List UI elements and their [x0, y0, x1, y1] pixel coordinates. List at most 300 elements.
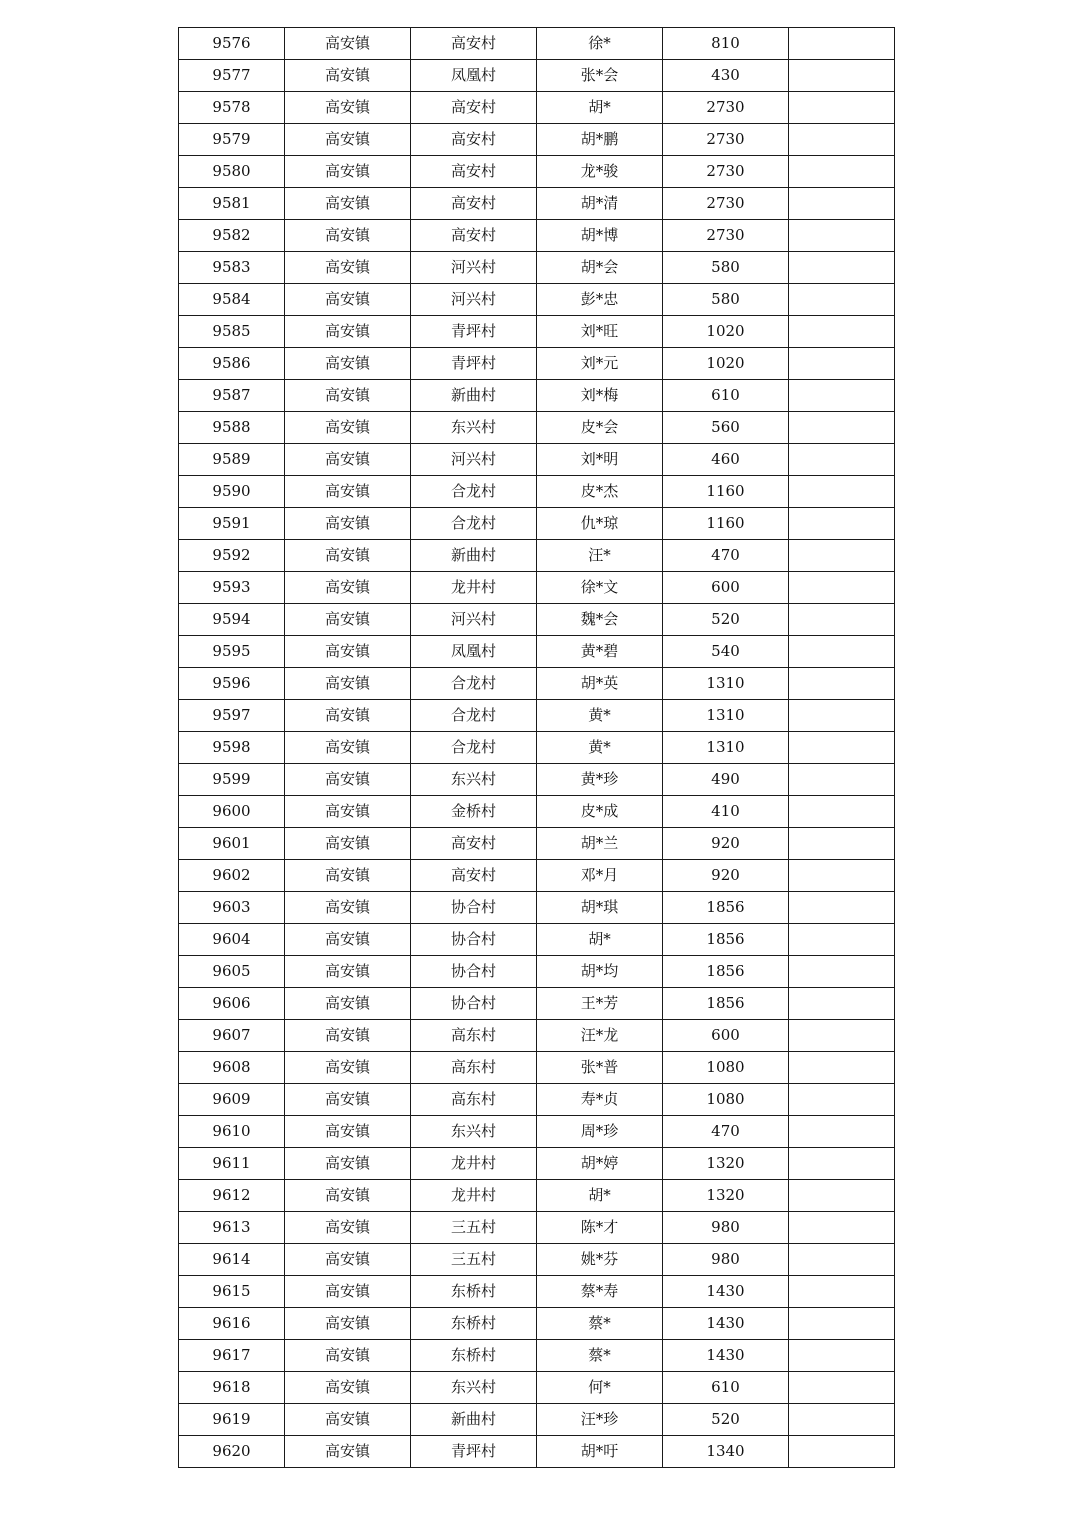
cell-town: 高安镇	[285, 1436, 411, 1468]
cell-amount: 920	[663, 860, 789, 892]
cell-village: 东兴村	[411, 412, 537, 444]
cell-village: 东兴村	[411, 1372, 537, 1404]
cell-person-name: 胡*鹏	[537, 124, 663, 156]
cell-person-name: 邓*月	[537, 860, 663, 892]
cell-remark	[789, 508, 895, 540]
cell-amount: 1080	[663, 1084, 789, 1116]
table-row	[179, 348, 895, 380]
table-row	[179, 380, 895, 412]
cell-remark	[789, 1340, 895, 1372]
cell-serial-number: 9612	[179, 1180, 285, 1212]
cell-town: 高安镇	[285, 1212, 411, 1244]
cell-amount: 1020	[663, 316, 789, 348]
cell-remark	[789, 252, 895, 284]
cell-serial-number: 9606	[179, 988, 285, 1020]
cell-town: 高安镇	[285, 188, 411, 220]
cell-serial-number: 9580	[179, 156, 285, 188]
cell-remark	[789, 828, 895, 860]
cell-town: 高安镇	[285, 668, 411, 700]
cell-person-name: 胡*	[537, 92, 663, 124]
cell-amount: 600	[663, 572, 789, 604]
table-row	[179, 476, 895, 508]
cell-remark	[789, 444, 895, 476]
cell-town: 高安镇	[285, 124, 411, 156]
cell-village: 协合村	[411, 988, 537, 1020]
cell-person-name: 黄*碧	[537, 636, 663, 668]
cell-person-name: 蔡*	[537, 1308, 663, 1340]
cell-town: 高安镇	[285, 220, 411, 252]
cell-serial-number: 9597	[179, 700, 285, 732]
cell-amount: 980	[663, 1212, 789, 1244]
cell-serial-number: 9602	[179, 860, 285, 892]
cell-serial-number: 9604	[179, 924, 285, 956]
cell-remark	[789, 732, 895, 764]
table-row	[179, 1084, 895, 1116]
cell-village: 东桥村	[411, 1340, 537, 1372]
cell-amount: 610	[663, 1372, 789, 1404]
cell-town: 高安镇	[285, 284, 411, 316]
cell-remark	[789, 476, 895, 508]
cell-amount: 1310	[663, 732, 789, 764]
cell-town: 高安镇	[285, 316, 411, 348]
cell-person-name: 胡*清	[537, 188, 663, 220]
cell-amount: 520	[663, 1404, 789, 1436]
cell-person-name: 姚*芬	[537, 1244, 663, 1276]
table-row	[179, 1372, 895, 1404]
table-row	[179, 636, 895, 668]
cell-village: 协合村	[411, 892, 537, 924]
table-row	[179, 508, 895, 540]
table-row	[179, 412, 895, 444]
cell-remark	[789, 668, 895, 700]
subsidy-list-table	[178, 27, 895, 1468]
cell-village: 凤凰村	[411, 60, 537, 92]
cell-amount: 520	[663, 604, 789, 636]
cell-person-name: 胡*均	[537, 956, 663, 988]
cell-person-name: 皮*成	[537, 796, 663, 828]
cell-village: 青坪村	[411, 316, 537, 348]
cell-village: 龙井村	[411, 572, 537, 604]
table-row	[179, 796, 895, 828]
table-body	[179, 28, 895, 1468]
cell-amount: 920	[663, 828, 789, 860]
cell-town: 高安镇	[285, 1372, 411, 1404]
cell-serial-number: 9599	[179, 764, 285, 796]
cell-village: 东兴村	[411, 764, 537, 796]
cell-remark	[789, 700, 895, 732]
cell-town: 高安镇	[285, 412, 411, 444]
cell-remark	[789, 540, 895, 572]
cell-remark	[789, 1372, 895, 1404]
table-row	[179, 284, 895, 316]
cell-town: 高安镇	[285, 700, 411, 732]
cell-person-name: 皮*杰	[537, 476, 663, 508]
cell-remark	[789, 220, 895, 252]
cell-person-name: 蔡*寿	[537, 1276, 663, 1308]
cell-town: 高安镇	[285, 924, 411, 956]
cell-person-name: 刘*元	[537, 348, 663, 380]
cell-town: 高安镇	[285, 1404, 411, 1436]
cell-person-name: 胡*吁	[537, 1436, 663, 1468]
cell-remark	[789, 412, 895, 444]
cell-amount: 540	[663, 636, 789, 668]
cell-village: 龙井村	[411, 1148, 537, 1180]
cell-person-name: 刘*明	[537, 444, 663, 476]
cell-person-name: 胡*	[537, 1180, 663, 1212]
cell-amount: 1430	[663, 1276, 789, 1308]
document-table-container	[178, 27, 895, 1468]
cell-village: 协合村	[411, 956, 537, 988]
cell-village: 新曲村	[411, 1404, 537, 1436]
cell-serial-number: 9607	[179, 1020, 285, 1052]
cell-amount: 2730	[663, 156, 789, 188]
cell-remark	[789, 1212, 895, 1244]
cell-person-name: 徐*	[537, 28, 663, 60]
cell-remark	[789, 348, 895, 380]
cell-serial-number: 9595	[179, 636, 285, 668]
cell-serial-number: 9609	[179, 1084, 285, 1116]
cell-town: 高安镇	[285, 1340, 411, 1372]
cell-amount: 1160	[663, 476, 789, 508]
cell-person-name: 徐*文	[537, 572, 663, 604]
cell-remark	[789, 1308, 895, 1340]
cell-person-name: 何*	[537, 1372, 663, 1404]
cell-remark	[789, 1404, 895, 1436]
cell-person-name: 胡*英	[537, 668, 663, 700]
table-row	[179, 156, 895, 188]
cell-remark	[789, 156, 895, 188]
cell-amount: 1430	[663, 1308, 789, 1340]
table-row	[179, 988, 895, 1020]
cell-person-name: 蔡*	[537, 1340, 663, 1372]
cell-remark	[789, 764, 895, 796]
cell-town: 高安镇	[285, 1244, 411, 1276]
cell-village: 合龙村	[411, 668, 537, 700]
cell-amount: 580	[663, 284, 789, 316]
cell-person-name: 胡*会	[537, 252, 663, 284]
cell-village: 三五村	[411, 1212, 537, 1244]
cell-person-name: 刘*梅	[537, 380, 663, 412]
cell-village: 高东村	[411, 1052, 537, 1084]
cell-town: 高安镇	[285, 252, 411, 284]
cell-town: 高安镇	[285, 732, 411, 764]
cell-remark	[789, 892, 895, 924]
table-row	[179, 604, 895, 636]
cell-amount: 1856	[663, 892, 789, 924]
cell-remark	[789, 1084, 895, 1116]
cell-amount: 1340	[663, 1436, 789, 1468]
cell-serial-number: 9608	[179, 1052, 285, 1084]
table-row	[179, 1116, 895, 1148]
cell-amount: 2730	[663, 92, 789, 124]
cell-town: 高安镇	[285, 444, 411, 476]
table-row	[179, 700, 895, 732]
cell-person-name: 汪*	[537, 540, 663, 572]
cell-person-name: 彭*忠	[537, 284, 663, 316]
cell-village: 高安村	[411, 220, 537, 252]
cell-serial-number: 9598	[179, 732, 285, 764]
cell-town: 高安镇	[285, 540, 411, 572]
table-row	[179, 1436, 895, 1468]
cell-amount: 2730	[663, 220, 789, 252]
cell-remark	[789, 636, 895, 668]
cell-serial-number: 9587	[179, 380, 285, 412]
cell-amount: 580	[663, 252, 789, 284]
table-row	[179, 220, 895, 252]
cell-serial-number: 9605	[179, 956, 285, 988]
cell-town: 高安镇	[285, 572, 411, 604]
table-row	[179, 60, 895, 92]
cell-town: 高安镇	[285, 604, 411, 636]
cell-town: 高安镇	[285, 1180, 411, 1212]
cell-serial-number: 9610	[179, 1116, 285, 1148]
cell-town: 高安镇	[285, 892, 411, 924]
table-row	[179, 252, 895, 284]
cell-remark	[789, 380, 895, 412]
cell-village: 三五村	[411, 1244, 537, 1276]
cell-amount: 980	[663, 1244, 789, 1276]
cell-town: 高安镇	[285, 956, 411, 988]
cell-serial-number: 9579	[179, 124, 285, 156]
cell-serial-number: 9576	[179, 28, 285, 60]
cell-serial-number: 9620	[179, 1436, 285, 1468]
cell-village: 河兴村	[411, 252, 537, 284]
cell-serial-number: 9615	[179, 1276, 285, 1308]
cell-remark	[789, 28, 895, 60]
cell-village: 合龙村	[411, 732, 537, 764]
cell-person-name: 胡*兰	[537, 828, 663, 860]
cell-town: 高安镇	[285, 636, 411, 668]
cell-serial-number: 9591	[179, 508, 285, 540]
cell-person-name: 皮*会	[537, 412, 663, 444]
cell-town: 高安镇	[285, 988, 411, 1020]
cell-serial-number: 9583	[179, 252, 285, 284]
table-row	[179, 860, 895, 892]
table-row	[179, 1308, 895, 1340]
cell-remark	[789, 988, 895, 1020]
cell-remark	[789, 1148, 895, 1180]
cell-village: 新曲村	[411, 380, 537, 412]
table-row	[179, 956, 895, 988]
cell-remark	[789, 92, 895, 124]
cell-town: 高安镇	[285, 60, 411, 92]
cell-town: 高安镇	[285, 92, 411, 124]
cell-village: 河兴村	[411, 284, 537, 316]
cell-serial-number: 9614	[179, 1244, 285, 1276]
cell-village: 高安村	[411, 28, 537, 60]
cell-person-name: 胡*	[537, 924, 663, 956]
cell-town: 高安镇	[285, 1052, 411, 1084]
table-row	[179, 1340, 895, 1372]
table-row	[179, 892, 895, 924]
cell-amount: 1160	[663, 508, 789, 540]
table-row	[179, 1052, 895, 1084]
table-row	[179, 124, 895, 156]
cell-town: 高安镇	[285, 380, 411, 412]
cell-serial-number: 9601	[179, 828, 285, 860]
cell-remark	[789, 188, 895, 220]
cell-village: 高安村	[411, 188, 537, 220]
cell-remark	[789, 860, 895, 892]
cell-village: 凤凰村	[411, 636, 537, 668]
cell-person-name: 黄*珍	[537, 764, 663, 796]
cell-amount: 2730	[663, 124, 789, 156]
cell-serial-number: 9585	[179, 316, 285, 348]
cell-village: 金桥村	[411, 796, 537, 828]
cell-serial-number: 9619	[179, 1404, 285, 1436]
cell-remark	[789, 124, 895, 156]
cell-village: 协合村	[411, 924, 537, 956]
cell-amount: 470	[663, 1116, 789, 1148]
cell-serial-number: 9600	[179, 796, 285, 828]
cell-serial-number: 9611	[179, 1148, 285, 1180]
cell-town: 高安镇	[285, 156, 411, 188]
cell-serial-number: 9616	[179, 1308, 285, 1340]
cell-person-name: 胡*琪	[537, 892, 663, 924]
cell-amount: 1856	[663, 988, 789, 1020]
cell-amount: 1320	[663, 1148, 789, 1180]
cell-village: 东桥村	[411, 1308, 537, 1340]
cell-amount: 1310	[663, 700, 789, 732]
cell-amount: 610	[663, 380, 789, 412]
table-row	[179, 1276, 895, 1308]
cell-amount: 1310	[663, 668, 789, 700]
cell-village: 高安村	[411, 124, 537, 156]
table-row	[179, 444, 895, 476]
cell-amount: 600	[663, 1020, 789, 1052]
cell-village: 高东村	[411, 1020, 537, 1052]
cell-serial-number: 9577	[179, 60, 285, 92]
cell-amount: 490	[663, 764, 789, 796]
cell-serial-number: 9582	[179, 220, 285, 252]
cell-town: 高安镇	[285, 796, 411, 828]
cell-person-name: 仇*琼	[537, 508, 663, 540]
cell-village: 东桥村	[411, 1276, 537, 1308]
cell-town: 高安镇	[285, 1020, 411, 1052]
cell-amount: 560	[663, 412, 789, 444]
cell-person-name: 胡*博	[537, 220, 663, 252]
cell-town: 高安镇	[285, 828, 411, 860]
table-row	[179, 188, 895, 220]
cell-amount: 1080	[663, 1052, 789, 1084]
cell-serial-number: 9593	[179, 572, 285, 604]
cell-remark	[789, 1052, 895, 1084]
cell-town: 高安镇	[285, 860, 411, 892]
cell-serial-number: 9588	[179, 412, 285, 444]
cell-serial-number: 9581	[179, 188, 285, 220]
cell-village: 河兴村	[411, 604, 537, 636]
cell-town: 高安镇	[285, 1276, 411, 1308]
cell-serial-number: 9613	[179, 1212, 285, 1244]
cell-town: 高安镇	[285, 476, 411, 508]
cell-person-name: 胡*婷	[537, 1148, 663, 1180]
cell-serial-number: 9618	[179, 1372, 285, 1404]
cell-town: 高安镇	[285, 1084, 411, 1116]
cell-village: 青坪村	[411, 348, 537, 380]
table-row	[179, 572, 895, 604]
cell-village: 高安村	[411, 828, 537, 860]
cell-amount: 470	[663, 540, 789, 572]
cell-serial-number: 9594	[179, 604, 285, 636]
cell-serial-number: 9584	[179, 284, 285, 316]
cell-person-name: 寿*贞	[537, 1084, 663, 1116]
cell-remark	[789, 60, 895, 92]
cell-town: 高安镇	[285, 28, 411, 60]
cell-person-name: 魏*会	[537, 604, 663, 636]
table-row	[179, 1180, 895, 1212]
cell-village: 合龙村	[411, 508, 537, 540]
cell-village: 高安村	[411, 156, 537, 188]
cell-serial-number: 9617	[179, 1340, 285, 1372]
cell-person-name: 汪*龙	[537, 1020, 663, 1052]
cell-amount: 430	[663, 60, 789, 92]
cell-remark	[789, 796, 895, 828]
cell-remark	[789, 284, 895, 316]
cell-serial-number: 9592	[179, 540, 285, 572]
cell-village: 合龙村	[411, 476, 537, 508]
cell-remark	[789, 1020, 895, 1052]
cell-serial-number: 9589	[179, 444, 285, 476]
cell-village: 青坪村	[411, 1436, 537, 1468]
cell-person-name: 龙*骏	[537, 156, 663, 188]
table-row	[179, 28, 895, 60]
table-row	[179, 1020, 895, 1052]
table-row	[179, 1244, 895, 1276]
table-row	[179, 1212, 895, 1244]
cell-remark	[789, 572, 895, 604]
cell-remark	[789, 1436, 895, 1468]
table-row	[179, 668, 895, 700]
cell-serial-number: 9578	[179, 92, 285, 124]
cell-person-name: 汪*珍	[537, 1404, 663, 1436]
cell-village: 新曲村	[411, 540, 537, 572]
cell-amount: 810	[663, 28, 789, 60]
table-row	[179, 1404, 895, 1436]
cell-remark	[789, 604, 895, 636]
cell-amount: 1856	[663, 956, 789, 988]
table-row	[179, 732, 895, 764]
cell-remark	[789, 316, 895, 348]
cell-amount: 1020	[663, 348, 789, 380]
table-row	[179, 92, 895, 124]
cell-serial-number: 9603	[179, 892, 285, 924]
cell-town: 高安镇	[285, 508, 411, 540]
cell-serial-number: 9596	[179, 668, 285, 700]
cell-serial-number: 9590	[179, 476, 285, 508]
cell-person-name: 刘*旺	[537, 316, 663, 348]
table-row	[179, 316, 895, 348]
cell-village: 高东村	[411, 1084, 537, 1116]
cell-amount: 1430	[663, 1340, 789, 1372]
cell-town: 高安镇	[285, 1308, 411, 1340]
cell-amount: 1856	[663, 924, 789, 956]
cell-amount: 1320	[663, 1180, 789, 1212]
cell-person-name: 张*会	[537, 60, 663, 92]
cell-town: 高安镇	[285, 764, 411, 796]
cell-remark	[789, 924, 895, 956]
cell-remark	[789, 1116, 895, 1148]
cell-person-name: 王*芳	[537, 988, 663, 1020]
cell-village: 河兴村	[411, 444, 537, 476]
cell-village: 龙井村	[411, 1180, 537, 1212]
cell-person-name: 黄*	[537, 732, 663, 764]
cell-remark	[789, 1180, 895, 1212]
table-row	[179, 924, 895, 956]
cell-village: 东兴村	[411, 1116, 537, 1148]
cell-remark	[789, 1276, 895, 1308]
cell-village: 高安村	[411, 92, 537, 124]
cell-town: 高安镇	[285, 1116, 411, 1148]
